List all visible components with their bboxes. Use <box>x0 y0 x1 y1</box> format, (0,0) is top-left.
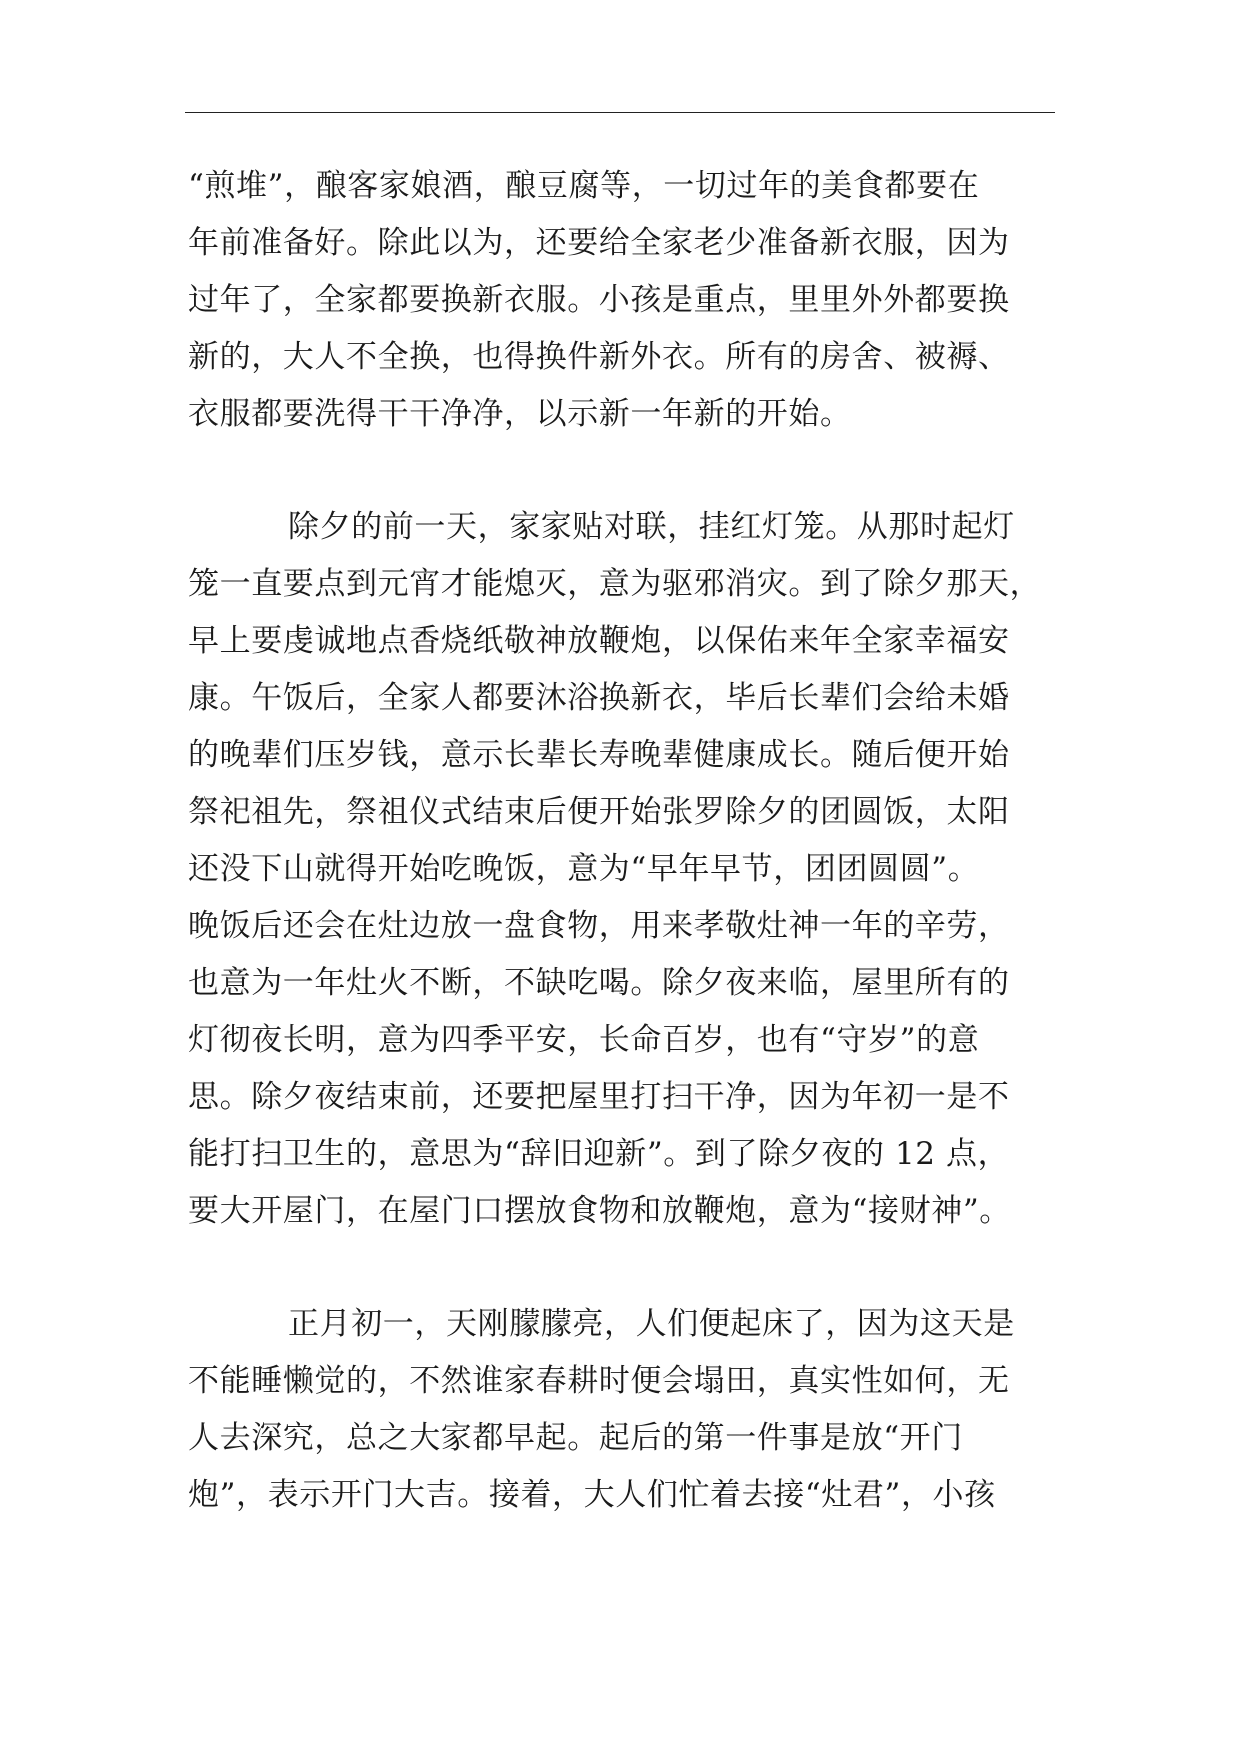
paragraph-1-line-5: 衣服都要洗得干干净净，以示新一年新的开始。 <box>188 396 852 432</box>
paragraph-1-line-2: 年前准备好。除此以为，还要给全家老少准备新衣服，因为 <box>188 225 1010 261</box>
paragraph-2-line-11: 思。除夕夜结束前，还要把屋里打扫干净，因为年初一是不 <box>188 1079 1010 1115</box>
paragraph-1-line-3: 过年了，全家都要换新衣服。小孩是重点，里里外外都要换 <box>188 282 1010 318</box>
paragraph-2-line-1: 除夕的前一天，家家贴对联，挂红灯笼。从那时起灯 <box>288 509 1015 545</box>
paragraph-3-line-2: 不能睡懒觉的，不然谁家春耕时便会塌田，真实性如何，无 <box>188 1363 1010 1399</box>
paragraph-3-line-3: 人去深究，总之大家都早起。起后的第一件事是放“开门 <box>188 1420 963 1456</box>
paragraph-2-line-4: 康。午饭后，全家人都要沐浴换新衣，毕后长辈们会给未婚 <box>188 680 1010 716</box>
paragraph-1-line-4: 新的，大人不全换，也得换件新外衣。所有的房舍、被褥、 <box>188 339 1010 375</box>
paragraph-2-line-13: 要大开屋门，在屋门口摆放食物和放鞭炮，意为“接财神”。 <box>188 1193 1011 1229</box>
paragraph-3-line-1: 正月初一，天刚朦朦亮，人们便起床了，因为这天是 <box>288 1306 1015 1342</box>
paragraph-2-line-3: 早上要虔诚地点香烧纸敬神放鞭炮，以保佑来年全家幸福安 <box>188 623 1010 659</box>
paragraph-2-line-9: 也意为一年灶火不断，不缺吃喝。除夕夜来临，屋里所有的 <box>188 965 1010 1001</box>
paragraph-1-line-1: “煎堆”，酿客家娘酒，酿豆腐等，一切过年的美食都要在 <box>188 168 980 204</box>
paragraph-2-line-8: 晚饭后还会在灶边放一盘食物，用来孝敬灶神一年的辛劳， <box>188 908 1010 944</box>
paragraph-2-line-5: 的晚辈们压岁钱，意示长辈长寿晚辈健康成长。随后便开始 <box>188 737 1010 773</box>
paragraph-2-line-7: 还没下山就得开始吃晚饭，意为“早年早节，团团圆圆”。 <box>188 851 980 887</box>
paragraph-2-line-6: 祭祀祖先，祭祖仪式结束后便开始张罗除夕的团圆饭，太阳 <box>188 794 1010 830</box>
paragraph-2-line-2: 笼一直要点到元宵才能熄灭，意为驱邪消灾。到了除夕那天， <box>188 566 1042 602</box>
header-rule <box>185 112 1055 113</box>
paragraph-2-line-12: 能打扫卫生的，意思为“辞旧迎新”。到了除夕夜的 12 点， <box>188 1136 1010 1172</box>
paragraph-3-line-4: 炮”，表示开门大吉。接着，大人们忙着去接“灶君”，小孩 <box>188 1477 996 1513</box>
paragraph-2-line-10: 灯彻夜长明，意为四季平安，长命百岁，也有“守岁”的意 <box>188 1022 980 1058</box>
